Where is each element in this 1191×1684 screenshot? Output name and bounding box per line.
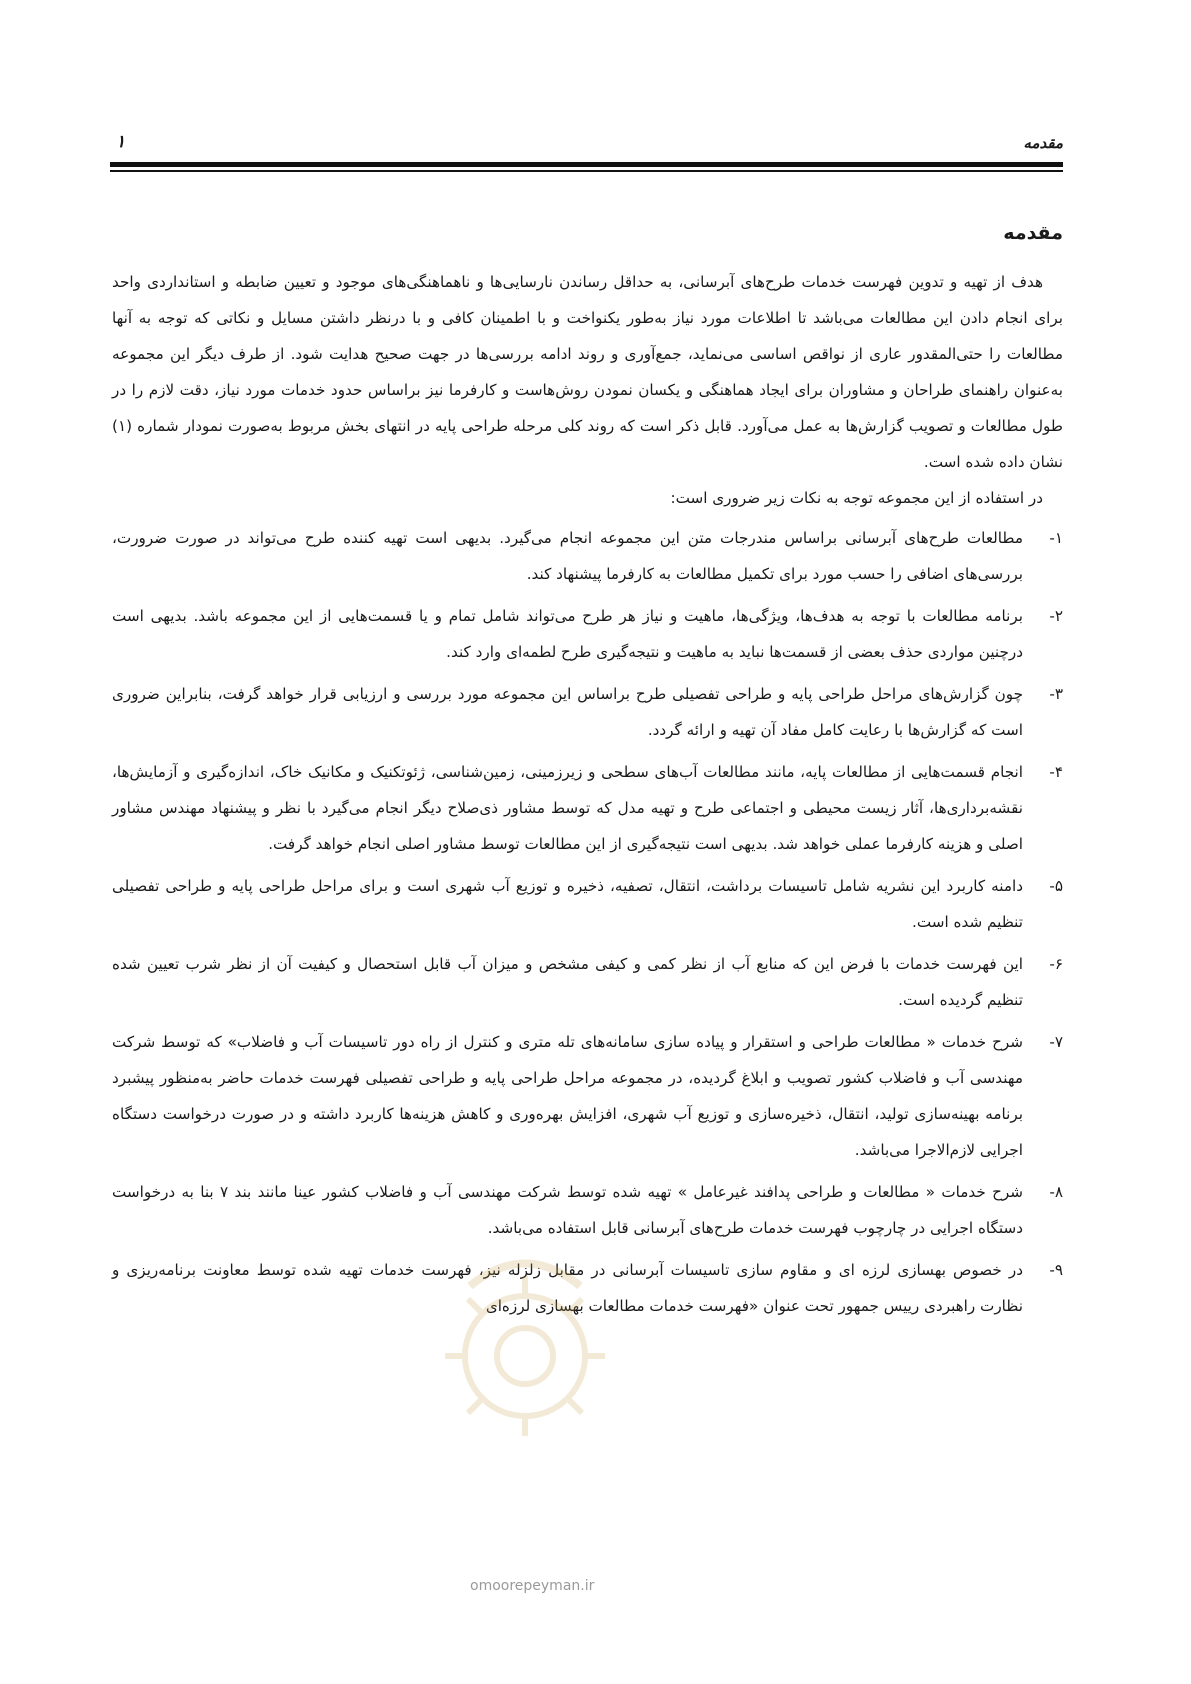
list-item bbox=[112, 520, 1063, 592]
list-item-text: برنامه مطالعات با توجه به هدف‌ها، ویژگی‌ها، ماهیت و نیاز هر طرح می‌تواند شامل تمام و یا قسمت‌هایی از این مجموعه باشد. بدیهی است درچنین مواردی حذف بعضی از قسمت‌ها نباید به ماهیت و نتیجه‌گیری طرح لطمه‌ای وارد کند. bbox=[112, 607, 1023, 661]
page-number: ۱ bbox=[116, 132, 126, 152]
list-item-number: ۷- bbox=[1049, 1033, 1063, 1051]
list-item-number: ۵- bbox=[1049, 877, 1063, 895]
list-item-text: انجام قسمت‌هایی از مطالعات پایه، مانند مطالعات آب‌های سطحی و زیرزمینی، زمین‌شناسی، ژئوتکنیک و مکانیک خاک، اندازه‌گیری و آزمایش‌ها، نقشه‌برداری‌ها، آثار زیست محیطی و اجتماعی طرح و تهیه مدل که توسط مشاور ذی‌صلاح دیگر انجام می‌گیرد با نظر و پیشنهاد مهندس مشاور اصلی و هزینه کارفرما عملی خواهد شد. بدیهی است نتیجه‌گیری از این مطالعات توسط مشاور اصلی انجام خواهد گرفت. bbox=[112, 763, 1023, 853]
list-item-text: در خصوص بهسازی لرزه ای و مقاوم سازی تاسیسات آبرسانی در مقابل زلزله نیز، فهرست خدمات تهیه شده توسط معاونت برنامه‌ریزی و نظارت راهبردی رییس جمهور تحت عنوان «فهرست خدمات مطالعات بهسازی لرزه‌ای bbox=[112, 1261, 1023, 1315]
header-rule-thin bbox=[110, 170, 1063, 172]
list-item bbox=[112, 598, 1063, 670]
list-item-text: مطالعات طرح‌های آبرسانی براساس مندرجات متن این مجموعه انجام می‌گیرد. بدیهی است تهیه کننده طرح می‌تواند در صورت ضرورت، بررسی‌های اضافی را حسب مورد برای تکمیل مطالعات به کارفرما پیشنهاد کند. bbox=[112, 529, 1023, 583]
list-item-text: دامنه کاربرد این نشریه شامل تاسیسات برداشت، انتقال، تصفیه، ذخیره و توزیع آب شهری است و برای مراحل طراحی پایه و طراحی تفصیلی تنظیم شده است. bbox=[112, 877, 1023, 931]
section-title: مقدمه bbox=[1003, 222, 1063, 244]
list-item-number: ۹- bbox=[1049, 1261, 1063, 1279]
list-item-text: شرح خدمات « مطالعات طراحی و استقرار و پیاده سازی سامانه‌های تله متری و کنترل از راه دور تاسیسات آب و فاضلاب» که توسط شرکت مهندسی آب و فاضلاب کشور تصویب و ابلاغ گردیده، در مجموعه مراحل طراحی پایه و طراحی تفصیلی فهرست خدمات حاضر به‌منظور پیشبرد برنامه بهینه‌سازی تولید، انتقال، ذخیره‌سازی و توزیع آب شهری، افزایش بهره‌وری و کاهش هزینه‌ها کاربرد داشته و در صورت درخواست دستگاه اجرایی لازم‌الاجرا می‌باشد. bbox=[112, 1033, 1023, 1159]
header-rule-thick bbox=[110, 162, 1063, 167]
list-item bbox=[112, 868, 1063, 940]
intro-paragraph: هدف از تهیه و تدوین فهرست خدمات طرح‌های آبرسانی، به حداقل رساندن نارسایی‌ها و ناهماهنگی‌های موجود و تعیین ضابطه و استانداردی واحد برای انجام دادن این مطالعات می‌باشد تا اطلاعات مورد نیاز به‌طور یکنواخت و با اطمینان کافی و با درنظر داشتن مسایل و نکاتی که توجه به آنها مطالعات را حتی‌المقدور عاری از نواقص اساسی می‌نماید، جمع‌آوری و روند ادامه بررسی‌ها در جهت صحیح هدایت شود. از طرف دیگر این مجموعه به‌عنوان راهنمای طراحان و مشاوران برای ایجاد هماهنگی و یکسان نمودن روش‌هاست و کارفرما نیز براساس حدود خدمات مورد نیاز، دقت لازم را در طول مطالعات و تصویب گزارش‌ها به عمل می‌آورد. قابل ذکر است که روند کلی مرحله طراحی پایه در انتهای بخش مربوط به‌صورت نمودار شماره (۱) نشان داده شده است. bbox=[112, 273, 1063, 471]
list-item-number: ۸- bbox=[1049, 1183, 1063, 1201]
list-item bbox=[112, 1174, 1063, 1246]
list-lead: در استفاده از این مجموعه توجه به نکات زیر ضروری است: bbox=[670, 489, 1043, 507]
list-item bbox=[112, 754, 1063, 862]
list-item-number: ۱- bbox=[1049, 529, 1063, 547]
list-item bbox=[112, 946, 1063, 1018]
running-header-title: مقدمه bbox=[1023, 134, 1063, 152]
document-body bbox=[112, 218, 1063, 1330]
list-item-text: این فهرست خدمات با فرض این که منابع آب از نظر کمی و کیفی مشخص و میزان آب قابل استحصال و کیفیت آن از نظر شرب تعیین شده تنظیم گردیده است. bbox=[112, 955, 1023, 1009]
notes-list bbox=[112, 520, 1063, 1324]
watermark-url: omoorepeyman.ir bbox=[470, 1578, 595, 1594]
list-item-text: چون گزارش‌های مراحل طراحی پایه و طراحی تفصیلی طرح براساس این مجموعه مورد بررسی و ارزیابی قرار خواهد گرفت، بنابراین ضروری است که گزارش‌ها با رعایت کامل مفاد آن تهیه و ارائه گردد. bbox=[112, 685, 1023, 739]
list-item-number: ۶- bbox=[1049, 955, 1063, 973]
list-item bbox=[112, 676, 1063, 748]
list-item-number: ۳- bbox=[1049, 685, 1063, 703]
list-item bbox=[112, 1024, 1063, 1168]
list-item-number: ۲- bbox=[1049, 607, 1063, 625]
list-item bbox=[112, 1252, 1063, 1324]
list-item-number: ۴- bbox=[1049, 763, 1063, 781]
list-item-text: شرح خدمات « مطالعات و طراحی پدافند غیرعامل » تهیه شده توسط شرکت مهندسی آب و فاضلاب کشور عینا مانند بند ۷ بنا به درخواست دستگاه اجرایی در چارچوب فهرست خدمات طرح‌های آبرسانی قابل استفاده می‌باشد. bbox=[112, 1183, 1023, 1237]
